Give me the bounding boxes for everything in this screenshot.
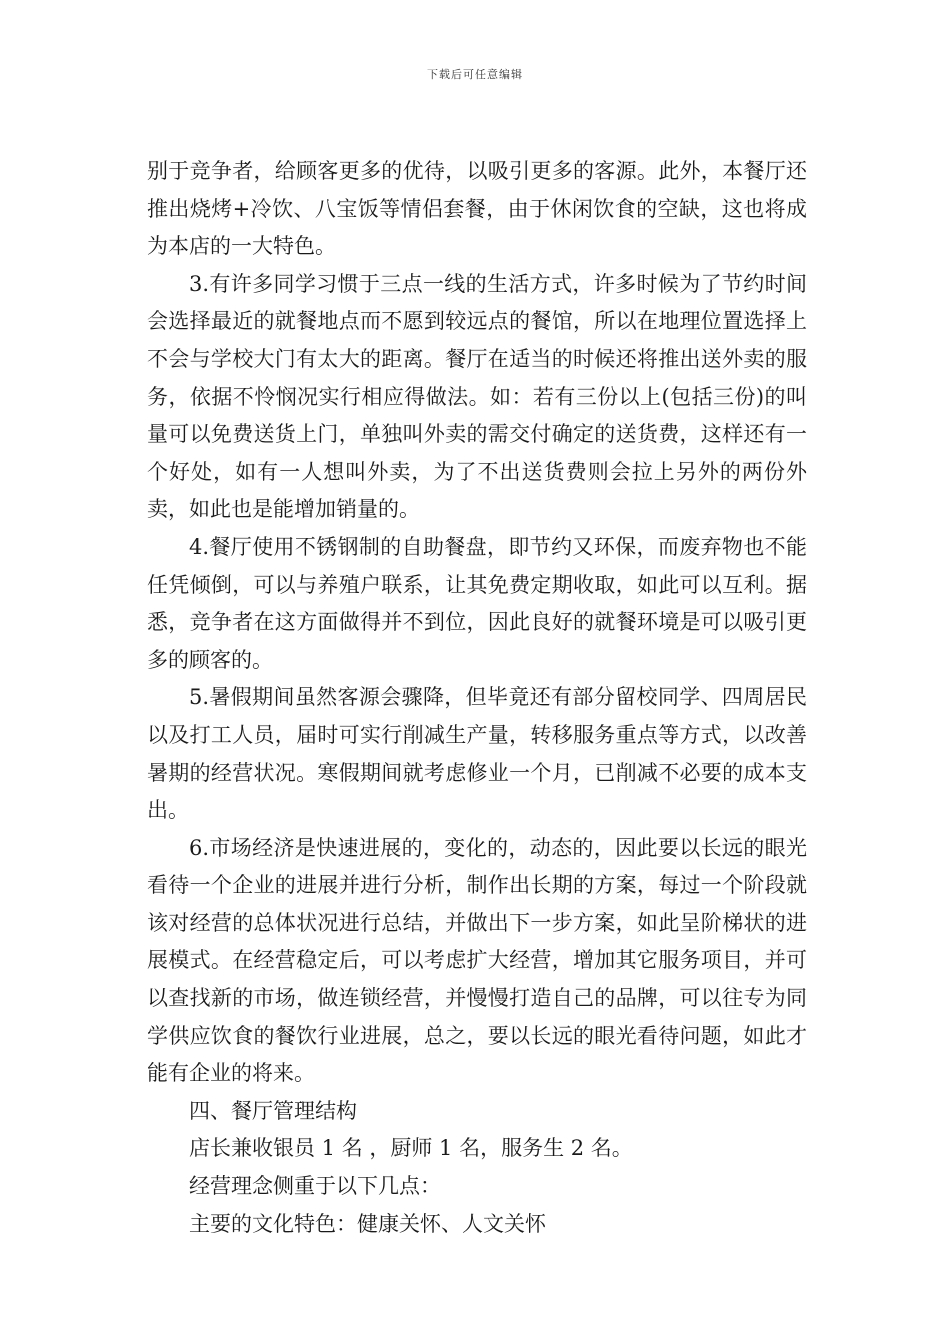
page-header: 下载后可任意编辑 — [427, 68, 523, 81]
paragraph-item-6: 6.市场经济是快速进展的，变化的，动态的，因此要以长远的眼光看待一个企业的进展并进行分析，制作出长期的方案，每过一个阶段就该对经营的总体状况进行总结，并做出下一步方案，如此呈阶梯状的进展模式。在经营稳定后，可以考虑扩大经营，增加其它服务项目，并可以查找新的市场，做连锁经营，并慢慢打造自己的品牌，可以往专为同学供应饮食的餐饮行业进展，总之，要以长远的眼光看待问题，如此才能有企业的将来。 — [147, 835, 807, 1086]
culture-line: 主要的文化特色：健康关怀、人文关怀 — [189, 1211, 546, 1236]
section-heading: 四、餐厅管理结构 — [189, 1098, 357, 1123]
philosophy-line: 经营理念侧重于以下几点： — [189, 1174, 441, 1199]
paragraph-item-4: 4.餐厅使用不锈钢制的自助餐盘，即节约又环保，而废弃物也不能任凭倾倒，可以与养殖户联系，让其免费定期收取，如此可以互利。据悉，竞争者在这方面做得并不到位，因此良好的就餐环境是可以吸引更多的顾客的。 — [147, 534, 807, 672]
paragraph-item-5: 5.暑假期间虽然客源会骤降，但毕竟还有部分留校同学、四周居民以及打工人员，届时可实行削减生产量，转移服务重点等方式，以改善暑期的经营状况。寒假期间就考虑修业一个月，已削减不必要的成本支出。 — [147, 685, 807, 823]
staff-line: 店长兼收银员 1 名 ，厨师 1 名，服务生 2 名。 — [189, 1136, 633, 1161]
paragraph-item-3: 3.有许多同学习惯于三点一线的生活方式，许多时候为了节约时间会选择最近的就餐地点而不愿到较远点的餐馆，所以在地理位置选择上不会与学校大门有太大的距离。餐厅在适当的时候还将推出送外卖的服务，依据不怜悯况实行相应得做法。如：若有三份以上(包括三份)的叫量可以免费送货上门，单独叫外卖的需交付确定的送货费，这样还有一个好处，如有一人想叫外卖，为了不出送货费则会拉上另外的两份外卖，如此也是能增加销量的。 — [147, 271, 807, 522]
document-body — [147, 153, 807, 1243]
paragraph-continuation: 别于竞争者，给顾客更多的优待，以吸引更多的客源。此外，本餐厅还推出烧烤+冷饮、八宝饭等情侣套餐，由于休闲饮食的空缺，这也将成为本店的一大特色。 — [147, 159, 807, 259]
